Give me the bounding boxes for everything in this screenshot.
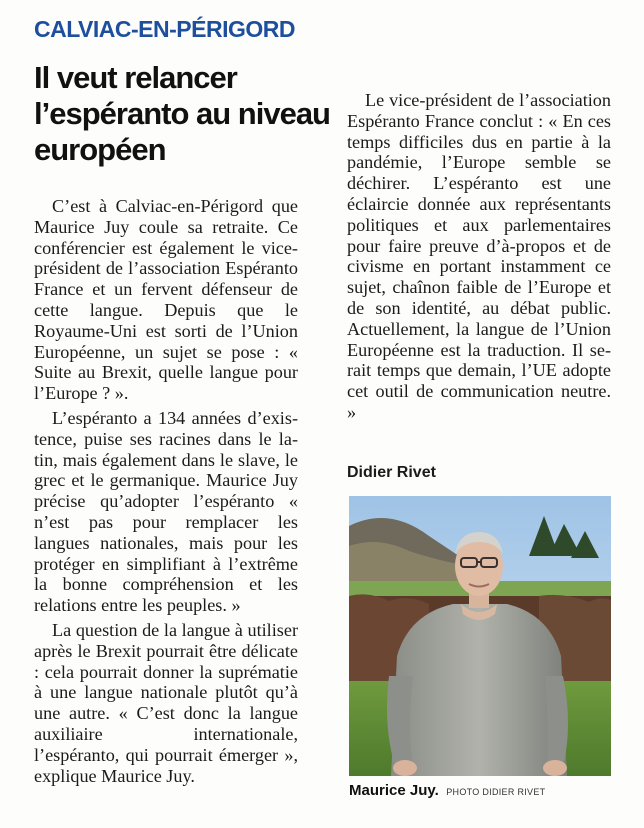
body-paragraph: L’espéranto a 134 années d’existence, puise ses racines dans le latin, mais également dans le slave, le grec et le germanique. Maurice Juy précise qu’adopter l’espéranto « n’est pas pour remplacer les langues nationales, mais pour les protéger en simplifiant à l’extrême la bonne compréhension et les relations entre les peuples. »	[34, 407, 298, 616]
body-paragraph: Le vice-président de l’association Espéranto France conclut : « En ces temps difficiles dus en partie à la pandémie, l’Europe semble se déchirer. L’espéranto est une éclaircie donnée aux représentants politiques et aux parlementaires pour faire preuve d’à-propos et de civisme en portant instamment ce sujet, chaînon faible de l’Europe et de son identité, au débat public. Actuellement, la langue de l’Union Européenne est la traduction. Il serait temps que demain, l’UE adopte cet outil de communication neutre. »	[347, 90, 611, 422]
photo-caption	[349, 782, 545, 800]
article-headline: Il veut relancer l’espéranto au niveau européen	[34, 60, 330, 167]
body-paragraph: C’est à Calviac-en-Périgord que Maurice Juy coule sa retraite. Ce conférencier est également le vice-président de l’association Espéranto France et un fervent défenseur de cette langue. Depuis que le Royaume-Uni est sorti de l’Union Européenne, un sujet se pose : « Suite au Brexit, quelle langue pour l’Europe ? ».	[34, 196, 298, 404]
portrait-photo	[349, 496, 611, 776]
caption-credit: PHOTO DIDIER RIVET	[446, 787, 546, 797]
article-kicker: CALVIAC-EN-PÉRIGORD	[34, 16, 295, 42]
article-body-column-right	[347, 90, 611, 423]
article-body-column-left	[34, 196, 298, 786]
caption-subject: Maurice Juy.	[349, 782, 439, 799]
byline: Didier Rivet	[347, 464, 436, 481]
body-paragraph: La question de la langue à utiliser après le Brexit pourrait être délicate : cela pourrait donner la suprématie à une langue nationale plutôt qu’à une autre. « C’est donc la langue auxiliaire internationale, l’espéranto, qui pourrait émerger », explique Maurice Juy.	[34, 619, 298, 786]
